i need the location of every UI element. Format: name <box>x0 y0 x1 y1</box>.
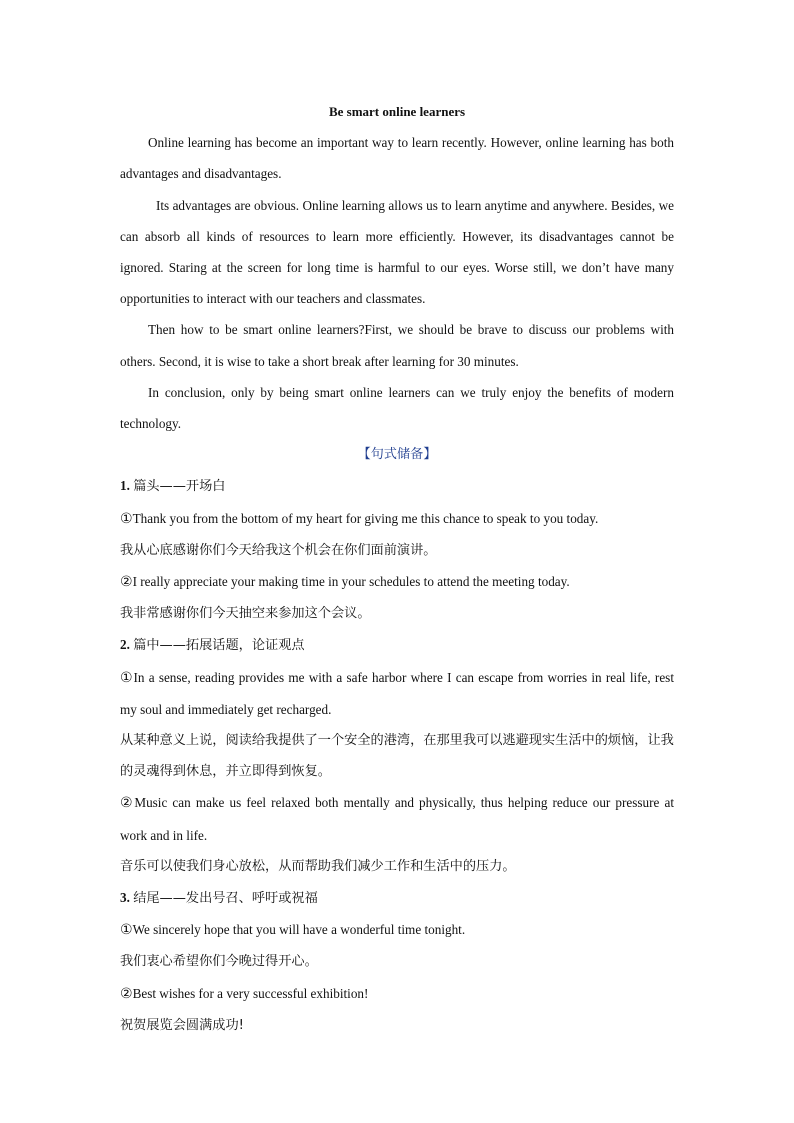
sentence-en-text: I really appreciate your making time in your schedules to attend the meeting today. <box>132 574 570 590</box>
sentence-en-text: In a sense, reading provides me with a safe harbor where I can escape from worries in real life, rest my soul and immediately get recharged. <box>120 669 674 717</box>
group-heading-3 <box>120 882 674 914</box>
essay-paragraph-2: Its advantages are obvious. Online learning allows us to learn anytime and anywhere. Besides, we can absorb all kinds of resources to learn more efficiently. However, its disadvantages cannot be ignored. Staring at the screen for long time is harmful to our eyes. Worse still, we don’t have many opportunities to interact with our teachers and classmates. <box>120 197 674 307</box>
group-number: 3. <box>120 890 130 906</box>
essay-title: Be smart online learners <box>328 104 466 119</box>
sentence-zh: 音乐可以使我们身心放松，从而帮助我们减少工作和生活中的压力。 <box>120 858 516 874</box>
group-heading-2 <box>120 629 674 661</box>
sentence-en-text: Thank you from the bottom of my heart for giving me this chance to speak to you today. <box>132 510 599 526</box>
sentence-zh: 我非常感谢你们今天抽空来参加这个会议。 <box>120 606 371 622</box>
item-marker: ① <box>120 922 133 939</box>
sentence-en <box>120 914 674 946</box>
essay-paragraph-4: In conclusion, only by being smart online learners can we truly enjoy the benefits of modern technology. <box>120 384 674 432</box>
section-title: 【句式储备】 <box>357 447 437 463</box>
group-number: 1. <box>120 478 130 494</box>
item-marker: ② <box>120 795 135 812</box>
item-marker: ① <box>120 669 134 686</box>
sentence-en-text: Best wishes for a very successful exhibition! <box>132 985 369 1001</box>
sentence-en <box>120 662 674 725</box>
item-marker: ① <box>120 510 133 527</box>
sentence-en <box>120 978 674 1010</box>
group-label: 结尾——发出号召、呼吁或祝福 <box>133 891 318 907</box>
group-heading-1 <box>120 470 674 502</box>
sentence-zh: 我们衷心希望你们今晚过得开心。 <box>120 954 318 970</box>
item-marker: ② <box>120 985 133 1002</box>
sentence-en-text: Music can make us feel relaxed both mentally and physically, thus helping reduce our pressure at work and in life. <box>120 795 674 843</box>
document-page <box>120 96 674 1041</box>
group-label: 篇头——开场白 <box>133 479 226 495</box>
sentence-zh: 我从心底感谢你们今天给我这个机会在你们面前演讲。 <box>120 542 437 558</box>
group-label: 篇中——拓展话题，论证观点 <box>133 638 305 654</box>
sentence-en <box>120 503 674 535</box>
sentence-en <box>120 566 674 598</box>
group-number: 2. <box>120 637 130 653</box>
sentence-zh: 从某种意义上说，阅读给我提供了一个安全的港湾，在那里我可以逃避现实生活中的烦恼，让我的灵魂得到休息，并立即得到恢复。 <box>120 733 674 780</box>
essay-paragraph-1: Online learning has become an important way to learn recently. However, online learning has both advantages and disadvantages. <box>120 135 674 182</box>
sentence-zh: 祝贺展览会圆满成功! <box>120 1017 244 1033</box>
sentence-en <box>120 787 674 850</box>
sentence-en-text: We sincerely hope that you will have a wonderful time tonight. <box>132 922 466 938</box>
essay-paragraph-3: Then how to be smart online learners?First, we should be brave to discuss our problems with others. Second, it is wise to take a short break after learning for 30 minutes. <box>120 322 674 369</box>
item-marker: ② <box>120 574 133 591</box>
